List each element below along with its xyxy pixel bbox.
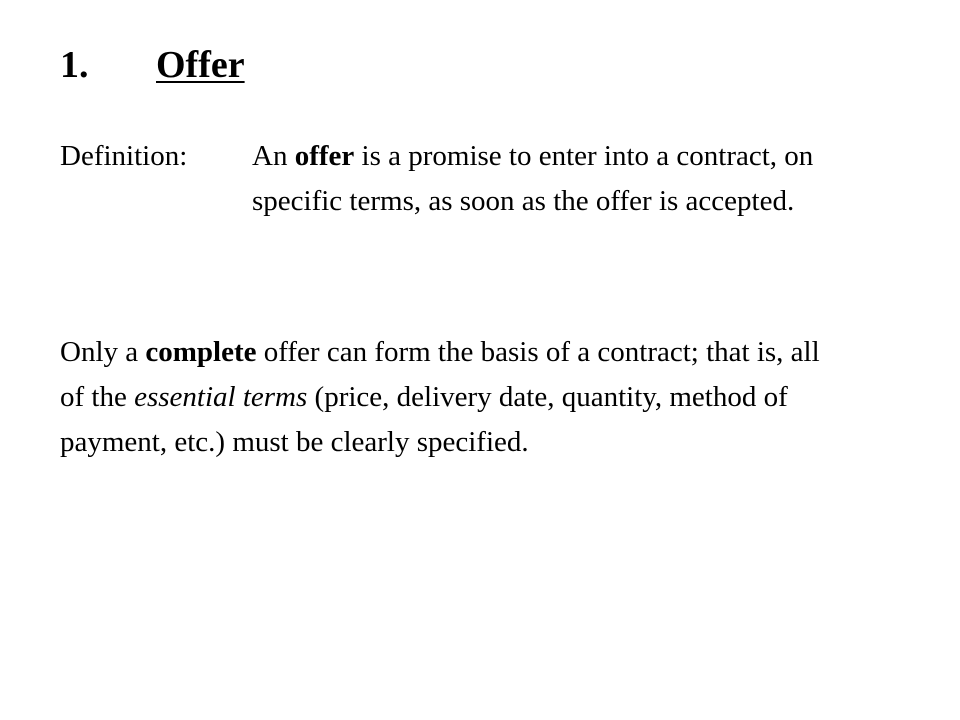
- definition-term: offer: [294, 140, 355, 172]
- paragraph-text-2: offer can form the basis of a contract; that is, all of the: [60, 336, 820, 413]
- paragraph-text-3: (price, delivery date, quantity, method of payment, etc.) must be clearly specified.: [60, 381, 788, 458]
- paragraph-text-1: Only a: [60, 336, 146, 368]
- definition-text: [252, 134, 882, 224]
- paragraph-italic-essential-terms: essential terms: [134, 381, 308, 413]
- paragraph-bold-complete: complete: [145, 336, 257, 368]
- definition-text-start: An: [252, 140, 295, 172]
- definition-text-end: is a promise to enter into a contract, on specific terms, as soon as the offer is accepted.: [252, 140, 814, 217]
- section-number: 1.: [60, 44, 89, 86]
- section-heading: [60, 40, 245, 90]
- section-title: Offer: [156, 44, 245, 86]
- body-paragraph: [60, 330, 820, 465]
- definition-label: Definition:: [60, 140, 188, 172]
